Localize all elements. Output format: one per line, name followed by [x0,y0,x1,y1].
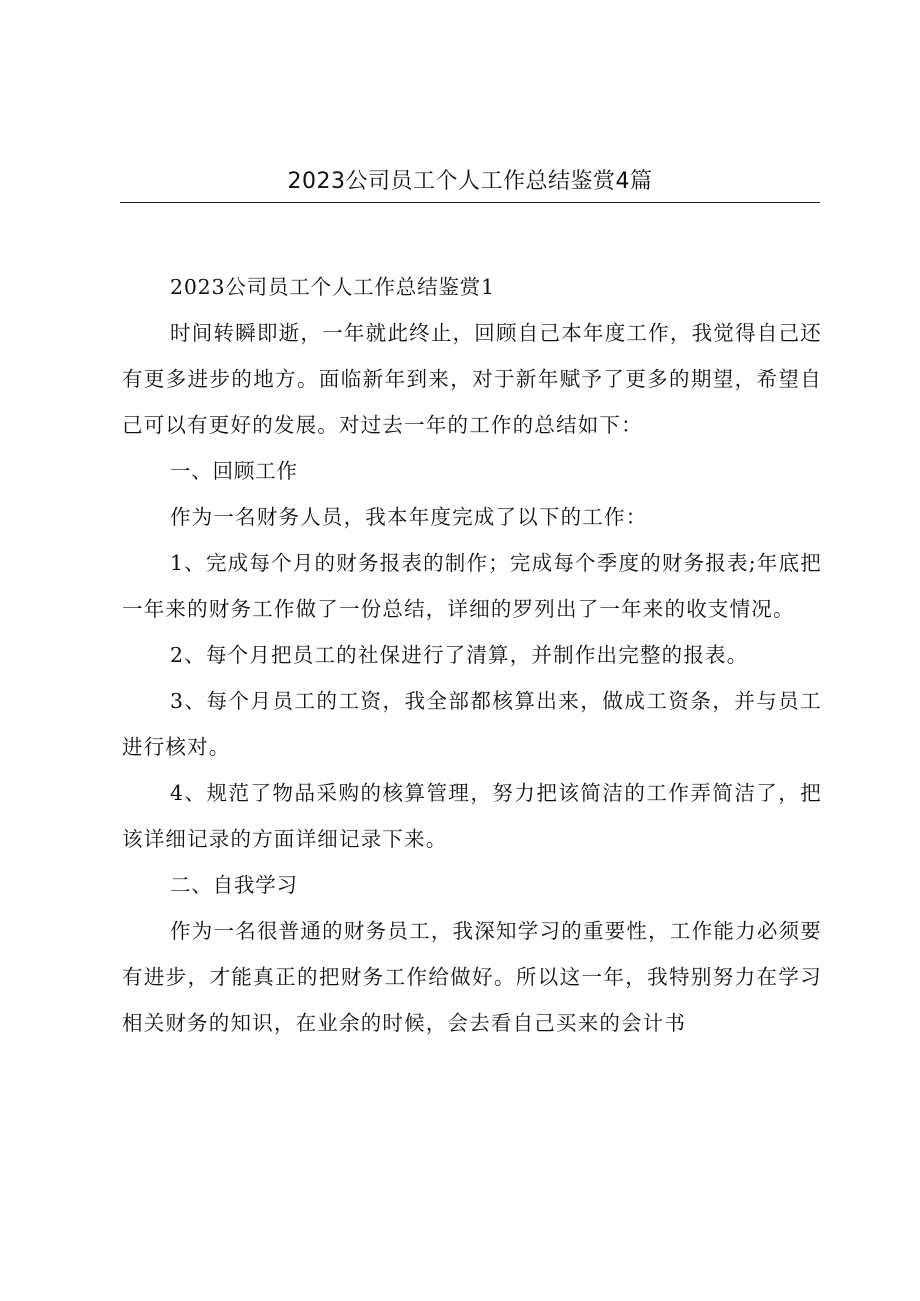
list-item-3: 3、每个月员工的工资，我全部都核算出来，做成工资条，并与员工进行核对。 [122,689,822,759]
paragraph-intro: 时间转瞬即逝，一年就此终止，回顾自己本年度工作，我觉得自己还有更多进步的地方。面临新年到来，对于新年赋予了更多的期望，希望自己可以有更好的发展。对过去一年的工作的总结如下： [122,321,822,437]
list-item-2: 2、每个月把员工的社保进行了清算，并制作出完整的报表。 [170,643,749,667]
section-heading-learning: 二、自我学习 [170,873,298,897]
title-block [120,166,820,203]
section-heading-review: 一、回顾工作 [170,459,298,483]
document-body [122,264,822,1046]
section-subtitle: 2023公司员工个人工作总结鉴赏1 [170,275,495,299]
list-item-4: 4、规范了物品采购的核算管理，努力把该简洁的工作弄简洁了，把该详细记录的方面详细记录下来。 [122,781,822,851]
paragraph-role: 作为一名财务人员，我本年度完成了以下的工作： [170,505,648,529]
paragraph-learning: 作为一名很普通的财务员工，我深知学习的重要性，工作能力必须要有进步，才能真正的把财务工作给做好。所以这一年，我特别努力在学习相关财务的知识，在业余的时候，会去看自己买来的会计书 [122,919,822,1035]
document-title: 2023公司员工个人工作总结鉴赏4篇 [287,169,653,194]
list-item-1: 1、完成每个月的财务报表的制作；完成每个季度的财务报表;年底把一年来的财务工作做了一份总结，详细的罗列出了一年来的收支情况。 [122,551,822,621]
